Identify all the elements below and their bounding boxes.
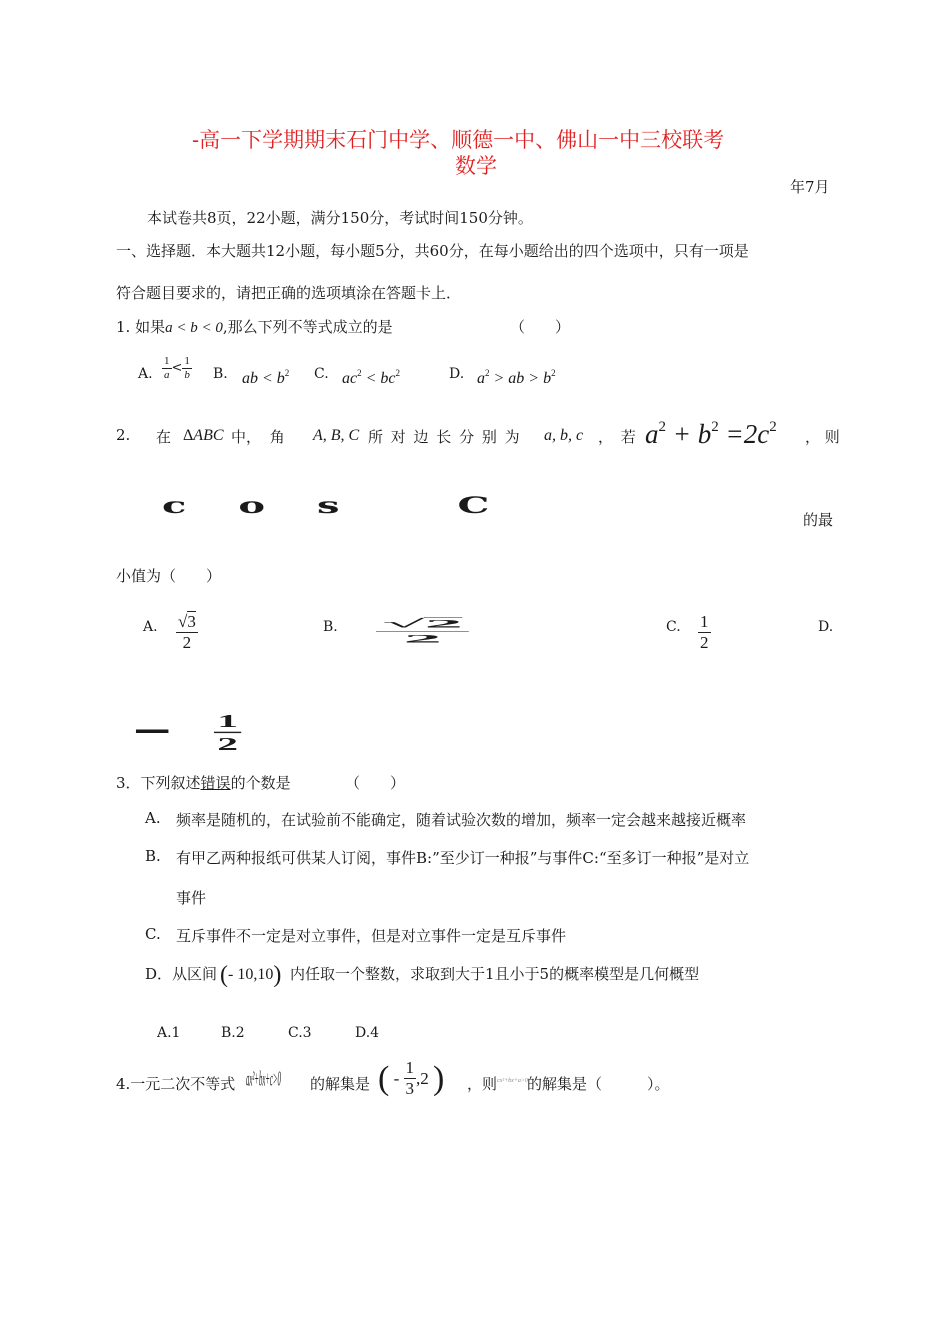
q2-stem-5: ， 则 (805, 428, 840, 446)
q3-item-a-label: A. (145, 809, 161, 827)
q3-item-a-text: 频率是随机的，在试验前不能确定，随着试验次数的增加，频率一定会越来越接近概率 (176, 811, 747, 829)
q4-middle: 的解集是 (310, 1075, 371, 1093)
q3-item-d-interval: (- 10,10) (220, 962, 282, 988)
q1-prefix: 1. 如果 (116, 318, 166, 336)
q3-answer-c: C.3 (288, 1025, 312, 1041)
q4-inequality: ax²+bx+c>0 (246, 1066, 281, 1091)
q4-end: 的解集是（ ）。 (527, 1075, 670, 1093)
q2-stem-3: 所 对 边 长 分 别 为 (368, 428, 520, 446)
q4-prefix: 4.一元二次不等式 (116, 1075, 236, 1093)
q3-item-d-label: D．从区间 (145, 965, 218, 983)
q2-option-d-fraction: $\frac{1}{2}$ (214, 710, 241, 755)
section-heading-line2: 符合题目要求的，请把正确的选项填涂在答题卡上． (116, 284, 462, 302)
q2-option-d-sign: — (134, 713, 171, 746)
q3-answer-b: B.2 (221, 1025, 245, 1041)
q3-item-d-text: 内任取一个整数，求取到大于1且小于5的概率模型是几何概型 (290, 965, 700, 983)
exam-subject: 数学 (455, 154, 497, 178)
q3-answer-d: D.4 (355, 1025, 380, 1041)
q2-option-a-label: A. (143, 619, 158, 635)
section-heading-line1: 一、选择题．本大题共12小题，每小题5分，共60分，在每小题给出的四个选项中，只有一项是 (116, 242, 749, 260)
q2-triangle: ΔABC (183, 427, 224, 444)
q1-option-c-label: C. (314, 366, 329, 382)
q2-option-b-label: B. (323, 619, 338, 635)
question-1-stem (116, 316, 393, 337)
q2-line2: 小值为（ ） (116, 567, 222, 585)
q3-suffix: 的个数是 (230, 774, 291, 792)
exam-title: -高一下学期期末石门中学、顺德一中、佛山一中三校联考 (192, 128, 725, 152)
q1-option-d-expr: $a^2$ > ab > $b^2$ (477, 368, 556, 387)
q2-number: 2. (116, 426, 131, 444)
q1-option-c-expr: $ac^2 < bc^2$ (342, 368, 401, 387)
q2-cos-c-expression: cos C (162, 492, 542, 519)
q3-prefix: 3．下列叙述 (116, 774, 201, 792)
q3-answer-paren: （ ） (345, 774, 406, 792)
q4-then: ，则 (467, 1075, 498, 1093)
q1-option-a-expr: $\frac{1}{a}$ < $\frac{1}{b}$ (164, 355, 190, 382)
q2-option-b-expr: $\frac{√2}{2}$ (376, 617, 469, 646)
q3-item-c-text: 互斥事件不一定是对立事件，但是对立事件一定是互斥事件 (176, 927, 567, 945)
q2-stem-2: 中， 角 (231, 428, 285, 446)
q2-option-d-label: D. (818, 619, 834, 635)
q2-stem-1: 在 (156, 428, 172, 446)
q3-item-b-label: B. (145, 847, 161, 865)
q1-answer-paren: （ ） (510, 318, 571, 336)
q3-underlined: 错误 (200, 774, 231, 792)
exam-intro: 本试卷共8页，22小题，满分150分，考试时间150分钟。 (147, 209, 533, 227)
q2-option-c-label: C. (666, 619, 681, 635)
q3-item-b-text-cont: 事件 (176, 889, 207, 907)
q3-item-b-text: 有甲乙两种报纸可供某人订阅，事件B:”至少订一种报”与事件C:“至多订一种报”是对立 (176, 849, 750, 867)
q1-condition: a < b < 0 (165, 320, 223, 336)
q2-tail: 的最 (803, 511, 834, 529)
q4-solution-set: ( - $\frac{1}{3}$ ,2 ) (378, 1058, 445, 1099)
q2-option-c-expr: $\frac{1}{2}$ (700, 612, 709, 653)
q4-small-expression: cx²+bx+a>0 (497, 1078, 528, 1084)
q1-option-a-label: A. (138, 366, 153, 382)
q1-suffix: ,那么下列不等式成立的是 (222, 318, 393, 336)
q2-sides: a, b, c (544, 427, 584, 444)
q3-answer-a: A.1 (157, 1025, 181, 1041)
q2-angles: A, B, C (313, 427, 360, 444)
q1-option-b-label: B. (213, 366, 228, 382)
exam-date: 年7月 (790, 178, 830, 196)
q2-option-a-expr: $\frac{√3}{2}$ (178, 612, 196, 653)
q1-option-d-label: D. (449, 366, 465, 382)
q2-stem-4: ， 若 (598, 428, 636, 446)
q1-option-b-expr: ab < $b^2$ (242, 368, 290, 387)
question-3-stem (116, 772, 291, 793)
q2-equation: $a^2 + b^2 =2c^2$ (645, 419, 777, 449)
q3-item-c-label: C. (145, 925, 161, 943)
